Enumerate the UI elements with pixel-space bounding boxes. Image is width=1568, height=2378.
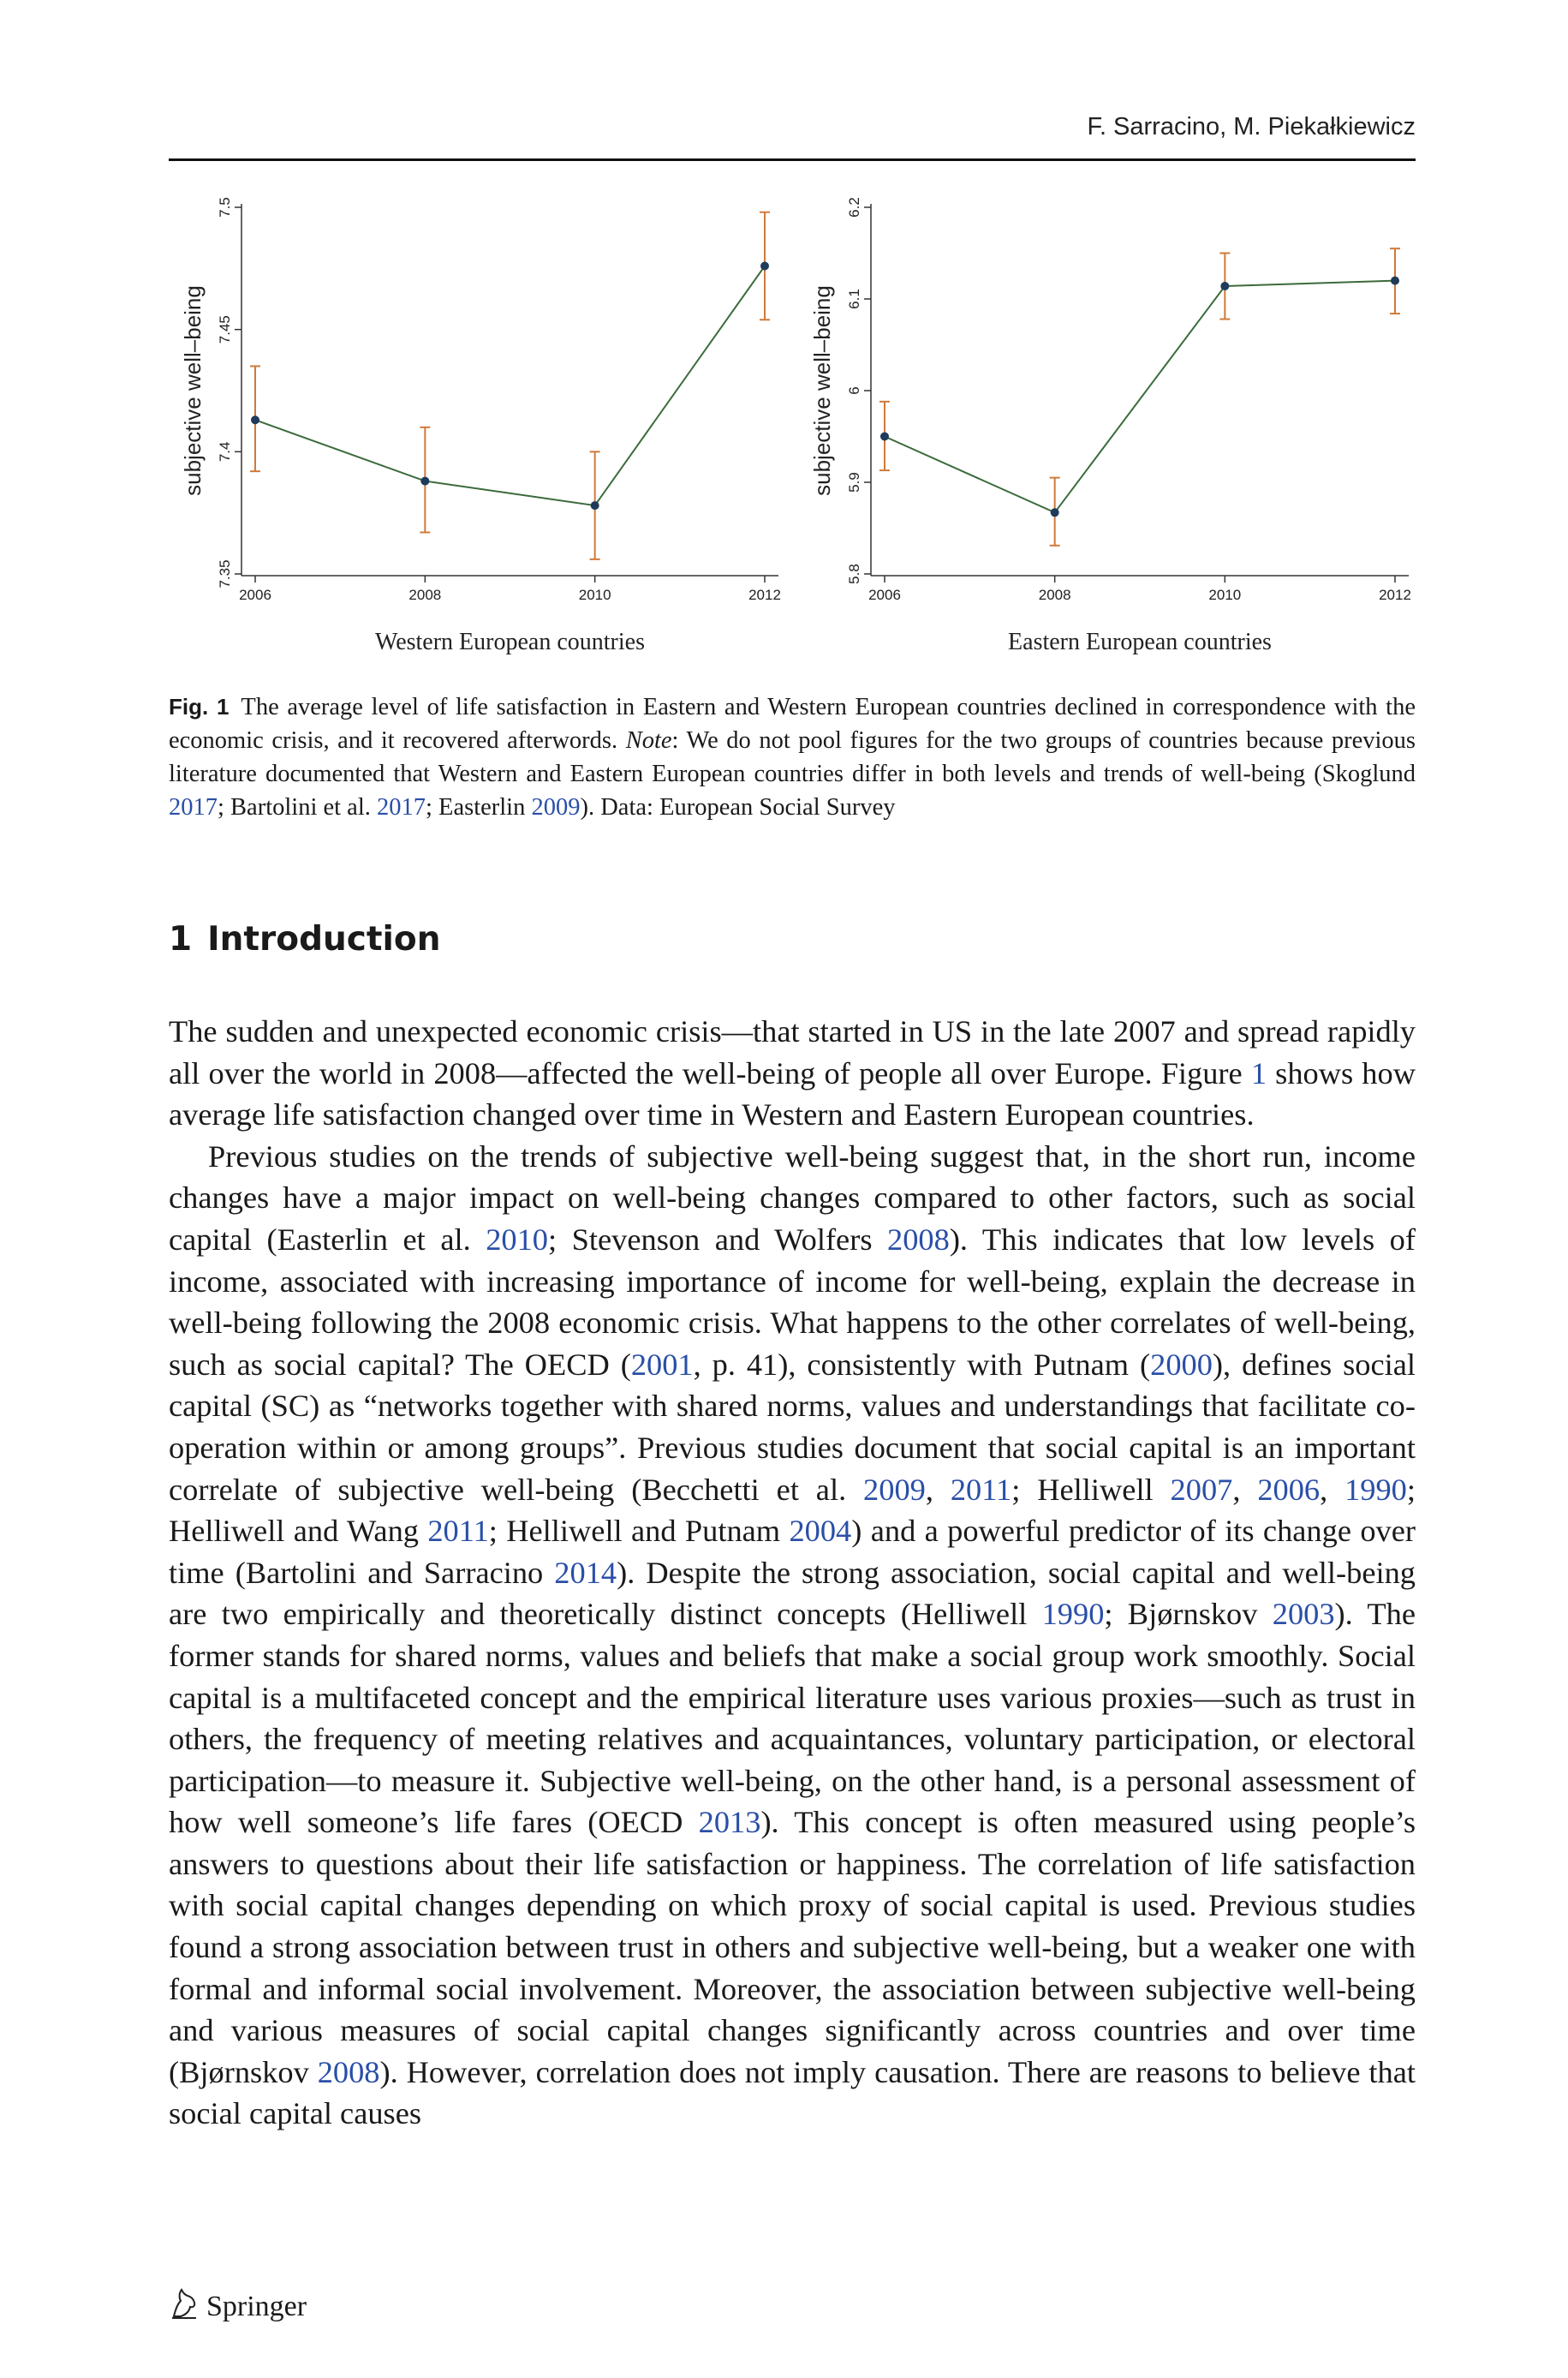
citation-link[interactable]: 2011: [950, 1472, 1012, 1507]
caption-text: ). Data: European Social Survey: [580, 794, 896, 821]
page-footer: [169, 2285, 307, 2327]
x-tick-label: 2012: [748, 587, 781, 603]
citation-link[interactable]: 2006: [1257, 1472, 1321, 1507]
x-tick-label: 2006: [868, 587, 901, 603]
text-run: ; Helliwell: [1011, 1472, 1171, 1507]
citation-link[interactable]: 2010: [486, 1222, 548, 1257]
data-point: [880, 433, 889, 441]
y-axis-title: subjective well–being: [809, 285, 835, 496]
text-run: , p. 41), consistently with Putnam (: [693, 1347, 1151, 1382]
citation-link[interactable]: 2001: [630, 1347, 694, 1382]
text-run: ,: [925, 1472, 951, 1507]
text-run: ). The former stands for shared norms, values and beliefs that make a social group work smoothly. Social capital is a multifaceted concept and the empirical literature uses various proxies—such as trust in others, the frequency of meeting relatives and acquaintances, voluntary participation, or electoral participation—to measure it. Subjective well-being, on the other hand, is a personal assessment of how well someone’s life fares (OECD: [169, 1597, 1416, 1840]
text-run: ), defines social capital (SC) as “networks together with shared norms, values and understandings that facilitate co-operation within or among groups”. Previous studies document that social capital is an important correlate of subjective well-being (Becchetti et al.: [169, 1347, 1416, 1507]
data-point: [1391, 277, 1399, 285]
text-run: ). However, correlation does not imply causation. There are reasons to believe that social capital causes: [169, 2054, 1416, 2131]
text-run: shows how average life satisfaction changed over time in Western and Eastern European countries.: [169, 1055, 1416, 1132]
citation-link[interactable]: 2008: [887, 1222, 950, 1257]
figure-caption: [169, 690, 1416, 824]
citation-link[interactable]: 2011: [427, 1514, 489, 1549]
y-tick-label: 5.8: [846, 564, 862, 584]
text-run: ). This indicates that low levels of income, associated with increasing importance of income for well-being, explain the decrease in well-being following the 2008 economic crisis. What happens to the other correlates of well-being, such as social capital? The OECD (: [169, 1222, 1416, 1382]
text-run: ) and a powerful predictor of its change over time (Bartolini and Sarracino: [169, 1514, 1416, 1590]
section-title: Introduction: [207, 920, 441, 959]
chart-western: [180, 197, 781, 655]
citation-link[interactable]: 2008: [317, 2054, 380, 2089]
data-point: [1051, 508, 1059, 517]
y-tick-label: 6.1: [846, 289, 862, 309]
text-run: ; Helliwell and Wang: [169, 1472, 1416, 1549]
y-tick-label: 7.45: [217, 315, 233, 344]
citation-link[interactable]: 2004: [789, 1514, 852, 1549]
springer-horse-icon: [169, 2285, 200, 2327]
y-axis-title: subjective well–being: [180, 285, 206, 496]
citation-link[interactable]: 2017: [377, 794, 426, 821]
text-run: Previous studies on the trends of subjective well-being suggest that, in the short run, income changes have a major impact on well-being changes compared to other factors, such as social capital (Easterlin et al.: [169, 1138, 1416, 1257]
series-line: [255, 266, 765, 505]
y-tick-label: 5.9: [846, 472, 862, 493]
running-head: F. Sarracino, M. Piekałkiewicz: [1087, 113, 1416, 140]
text-run: ,: [1320, 1472, 1345, 1507]
caption-text: The average level of life satisfaction in Eastern and Western European countries declined in correspondence with the economic crisis, and it recovered afterwords.: [169, 694, 1416, 754]
y-tick-label: 7.35: [217, 559, 233, 589]
publisher-name: Springer: [206, 2290, 307, 2322]
data-point: [1220, 282, 1229, 290]
data-point: [760, 261, 769, 270]
text-run: ; Bjørnskov: [1104, 1597, 1273, 1632]
citation-link[interactable]: 1990: [1041, 1597, 1105, 1632]
text-run: The sudden and unexpected economic crisis—that started in US in the late 2007 and spread rapidly all over the world in 2008—affected the well-being of people all over Europe. Figure: [169, 1014, 1416, 1090]
x-tick-label: 2008: [408, 587, 442, 603]
citation-link[interactable]: 2014: [554, 1555, 617, 1590]
paragraph-2: [169, 1136, 1416, 2135]
data-point: [420, 477, 429, 486]
y-tick-label: 7.5: [217, 197, 233, 218]
x-tick-label: 2012: [1379, 587, 1411, 603]
text-run: ; Helliwell and Putnam: [488, 1514, 790, 1549]
data-point: [251, 415, 259, 424]
section-heading: [169, 920, 440, 959]
caption-text: : We do not pool figures for the two groups of countries because previous literature documented that Western and Eastern European countries differ in both levels and trends of well-being (Skoglund: [169, 727, 1416, 787]
text-run: ; Stevenson and Wolfers: [548, 1222, 888, 1257]
figure-label: Fig. 1: [169, 694, 230, 720]
citation-link[interactable]: 2007: [1170, 1472, 1233, 1507]
figure-1: [0, 0, 1568, 668]
x-tick-label: 2010: [1208, 587, 1242, 603]
citation-link[interactable]: 2013: [698, 1805, 761, 1840]
data-point: [591, 501, 599, 510]
caption-text: ; Easterlin: [426, 794, 532, 821]
citation-link[interactable]: 2003: [1272, 1597, 1335, 1632]
text-run: ). This concept is often measured using people’s answers to questions about their life satisfaction or happiness. The correlation of life satisfaction with social capital changes depending on which proxy of social capital is used. Previous studies found a strong association between trust in others and subjective well-being, but a weaker one with formal and informal social involvement. Moreover, the association between subjective well-being and various measures of social capital changes significantly across countries and over time (Bjørnskov: [169, 1805, 1416, 2089]
y-tick-label: 7.4: [217, 441, 233, 463]
body-text: [169, 1011, 1416, 2135]
text-run: ,: [1232, 1472, 1258, 1507]
citation-link[interactable]: 2009: [531, 794, 581, 821]
x-tick-label: 2010: [578, 587, 611, 603]
citation-link[interactable]: 2009: [863, 1472, 926, 1507]
x-tick-label: 2008: [1038, 587, 1071, 603]
section-number: 1: [169, 920, 193, 959]
caption-text: ; Bartolini et al.: [218, 794, 378, 821]
y-tick-label: 6.2: [846, 197, 862, 218]
citation-link[interactable]: 1990: [1344, 1472, 1407, 1507]
citation-link[interactable]: 2000: [1150, 1347, 1213, 1382]
chart-subtitle: Western European countries: [375, 629, 645, 655]
series-line: [885, 281, 1395, 513]
x-tick-label: 2006: [239, 587, 271, 603]
chart-subtitle: Eastern European countries: [1008, 629, 1272, 655]
text-run: ). Despite the strong association, social capital and well-being are two empirically and theoretically distinct concepts (Helliwell: [169, 1555, 1416, 1632]
paragraph-1: [169, 1011, 1416, 1136]
y-tick-label: 6: [846, 386, 862, 395]
figure-ref-link[interactable]: 1: [1250, 1055, 1267, 1090]
citation-link[interactable]: 2017: [169, 794, 218, 821]
caption-note-label: Note: [625, 727, 672, 754]
chart-eastern: [809, 197, 1411, 655]
